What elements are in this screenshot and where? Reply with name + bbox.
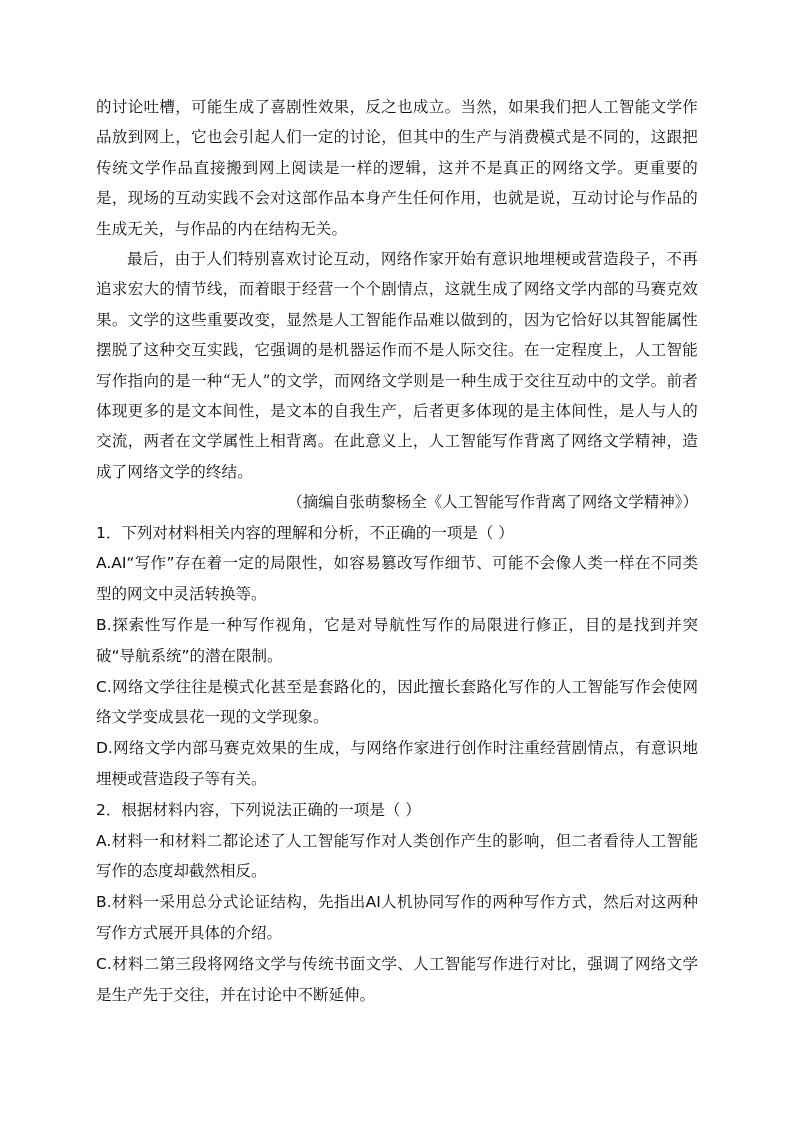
passage-source: （摘编自张萌黎杨全《人工智能写作背离了网络文学精神》） — [287, 493, 698, 512]
question-1-stem: 1．下列对材料相关内容的理解和分析，不正确的一项是（ ） — [96, 523, 514, 542]
question-1-option-b: B.探索性写作是一种写作视角，它是对导航性写作的局限进行修正，目的是找到并突破“导航系统”的潜在限制。 — [96, 616, 698, 665]
passage-paragraph-2: 最后，由于人们特别喜欢讨论互动，网络作家开始有意识地埋梗或营造段子，不再追求宏大的情节线，而着眼于经营一个个剧情点，这就生成了网络文学内部的马赛克效果。文学的这些重要改变，显然是人工智能作品难以做到的，因为它恰好以其智能属性摆脱了这种交互实践，它强调的是机器运作而不是人际交往。在一定程度上，人工智能写作指向的是一种“无人”的文学，而网络文学则是一种生成于交往互动中的文学。前者体现更多的是文本间性，是文本的自我生产，后者更多体现的是主体间性，是人与人的交流，两者在文学属性上相背离。在此意义上，人工智能写作背离了网络文学精神，造成了网络文学的终结。 — [96, 250, 698, 481]
question-2-option-b: B.材料一采用总分式论证结构，先指出AI人机协同写作的两种写作方式，然后对这两种写作方式展开具体的介绍。 — [96, 893, 698, 943]
question-2-option-a: A.材料一和材料二都论述了人工智能写作对人类创作产生的影响，但二者看待人工智能写作的态度却截然相反。 — [96, 831, 698, 881]
question-2-stem: 2．根据材料内容，下列说法正确的一项是（ ） — [96, 800, 421, 819]
question-1-option-c: C.网络文学往往是模式化甚至是套路化的，因此擅长套路化写作的人工智能写作会使网络文学变成昙花一现的文学现象。 — [96, 677, 698, 727]
document-page — [96, 92, 698, 1010]
question-1-option-d: D.网络文学内部马赛克效果的生成，与网络作家进行创作时注重经营剧情点，有意识地埋梗或营造段子等有关。 — [96, 739, 698, 789]
question-2-option-c: C.材料二第三段将网络文学与传统书面文学、人工智能写作进行对比，强调了网络文学是生产先于交往，并在讨论中不断延伸。 — [96, 954, 698, 1004]
passage-paragraph-1: 的讨论吐槽，可能生成了喜剧性效果，反之也成立。当然，如果我们把人工智能文学作品放到网上，它也会引起人们一定的讨论，但其中的生产与消费模式是不同的，这跟把传统文学作品直接搬到网上阅读是一样的逻辑，这并不是真正的网络文学。更重要的是，现场的互动实践不会对这部作品本身产生任何作用，也就是说，互动讨论与作品的生成无关，与作品的内在结构无关。 — [96, 98, 698, 238]
question-1-option-a: A.AI“写作”存在着一定的局限性，如容易篡改写作细节、可能不会像人类一样在不同类型的网文中灵活转换等。 — [96, 554, 698, 604]
question-2 — [96, 795, 698, 1011]
question-1 — [96, 518, 698, 795]
